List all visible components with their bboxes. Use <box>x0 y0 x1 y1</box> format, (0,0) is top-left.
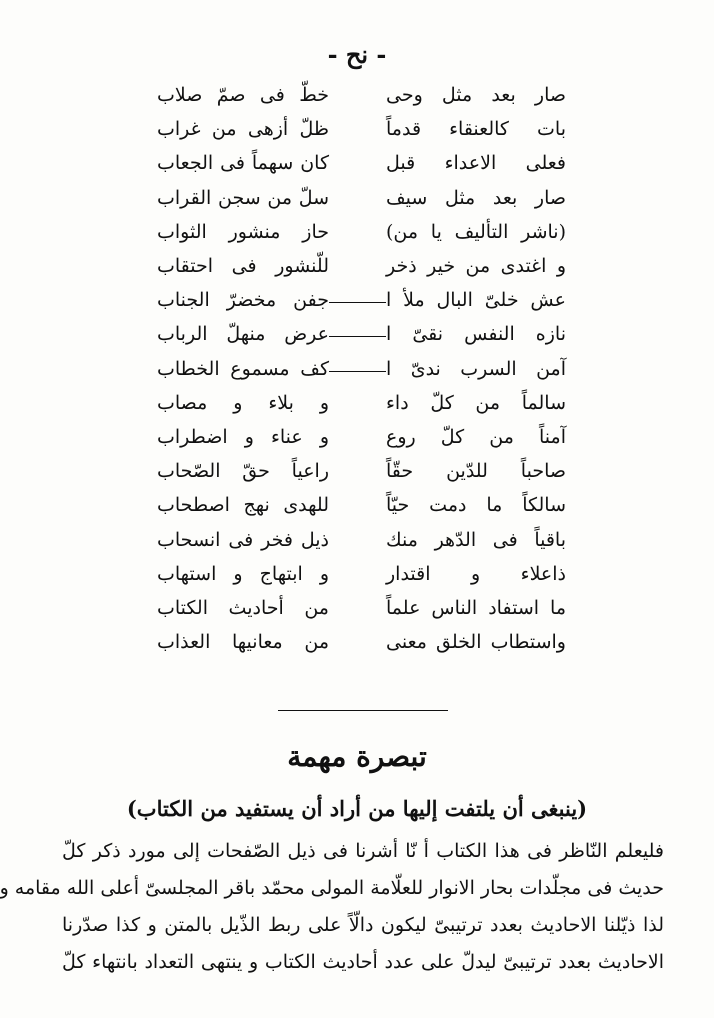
page-number: - نح - <box>327 40 387 69</box>
verse-line <box>0 323 714 357</box>
verse-line <box>0 289 714 323</box>
verse-first-hemistich: آمناً من كلّ روع <box>386 426 566 448</box>
verse-first-hemistich: سالماً من كلّ داء <box>386 391 566 414</box>
verse-first-hemistich: باقياً فى الدّهر منك <box>386 528 566 551</box>
verse-line <box>0 152 714 186</box>
verse-first-hemistich: ما استفاد الناس علماً <box>386 597 566 619</box>
verse-second-hemistich: من أحاديث الكتاب <box>157 597 329 619</box>
verse-line <box>0 631 714 665</box>
verse-line <box>0 358 714 392</box>
verse-line <box>0 597 714 631</box>
verse-second-hemistich: و بلاء و مصاب <box>157 391 329 414</box>
verse-first-hemistich: و اغتدى من خير ذخر <box>386 255 566 277</box>
verse-first-hemistich: بات كالعنقاء قدماً <box>386 118 566 141</box>
verse-line <box>0 255 714 289</box>
verse-first-hemistich: آمن السرب ندىّ ا <box>386 357 566 380</box>
verse-second-hemistich: ظلّ أزهى من غراب <box>157 118 329 141</box>
verse-connector-line <box>329 371 386 372</box>
verse-second-hemistich: جفن مخضرّ الجناب <box>157 289 329 312</box>
verse-line <box>0 563 714 597</box>
verse-first-hemistich: نازه النفس نقىّ ا <box>386 323 566 346</box>
verse-line <box>0 460 714 494</box>
verse-line <box>0 494 714 528</box>
verse-second-hemistich: للهدى نهج اصطحاب <box>157 494 329 517</box>
verse-line <box>0 187 714 221</box>
verse-line <box>0 392 714 426</box>
verse-first-hemistich: (ناشر التأليف يا من) <box>386 220 566 243</box>
verse-second-hemistich: من معانيها العذاب <box>157 631 329 654</box>
verse-first-hemistich: ذاعلاء و اقتدار <box>386 562 566 585</box>
verse-first-hemistich: صار بعد مثل سيف <box>386 186 566 209</box>
verse-first-hemistich: صاحباً للدّين حقّاً <box>386 460 566 483</box>
verse-second-hemistich: خطّ فى صمّ صلاب <box>157 84 329 106</box>
verse-second-hemistich: للّنشور فى احتقاب <box>157 255 329 277</box>
verse-line <box>0 426 714 460</box>
verse-first-hemistich: عش خلىّ البال ملأ ا <box>386 289 566 312</box>
verse-second-hemistich: كان سهماً فى الجعاب <box>157 152 329 175</box>
verse-connector-line <box>329 336 386 337</box>
verse-line <box>0 118 714 152</box>
verse-second-hemistich: حاز منشور الثواب <box>157 220 329 243</box>
verse-second-hemistich: و عناء و اضطراب <box>157 426 329 448</box>
verse-line <box>0 529 714 563</box>
verse-second-hemistich: و ابتهاج و استهاب <box>157 562 329 585</box>
verse-second-hemistich: عرض منهلّ الرباب <box>157 323 329 346</box>
verse-first-hemistich: واستطاب الخلق معنى <box>386 631 566 654</box>
prose-line: لذا ذيّلنا الاحاديث بعدد ترتيبىّ ليكون دالّاً على ربط الذّيل بالمتن و كذا صدّرنا <box>62 914 664 936</box>
verse-line <box>0 84 714 118</box>
section-heading: تبصرة مهمة <box>287 740 427 773</box>
verse-second-hemistich: سلّ من سجن القراب <box>157 186 329 209</box>
verse-first-hemistich: فعلى الاعداء قبل <box>386 152 566 175</box>
verse-first-hemistich: صار بعد مثل وحى <box>386 84 566 106</box>
prose-line: حديث فى مجلّدات بحار الانوار للعلّامة المولى محمّد باقر المجلسىّ أعلى الله مقامه و <box>0 877 664 899</box>
section-subheading: (ينبغى أن يلتفت إليها من أراد أن يستفيد من الكتاب) <box>126 796 588 821</box>
verse-second-hemistich: راعياً حقّ الصّحاب <box>157 460 329 483</box>
separator-line <box>278 710 448 711</box>
verse-first-hemistich: سالكاً ما دمت حيّاً <box>386 494 566 517</box>
verse-second-hemistich: ذيل فخر فى انسحاب <box>157 528 329 551</box>
verse-second-hemistich: كف مسموع الخطاب <box>157 357 329 380</box>
prose-line: فليعلم النّاظر فى هذا الكتاب أ نّا أشرنا فى ذيل الصّفحات إلى مورد ذكر كلّ <box>62 840 664 862</box>
verse-connector-line <box>329 302 386 303</box>
prose-line: الاحاديث بعدد ترتيبىّ ليدلّ على عدد أحاديث الكتاب و ينتهى التعداد بانتهاء كلّ <box>62 951 664 973</box>
verse-line <box>0 221 714 255</box>
